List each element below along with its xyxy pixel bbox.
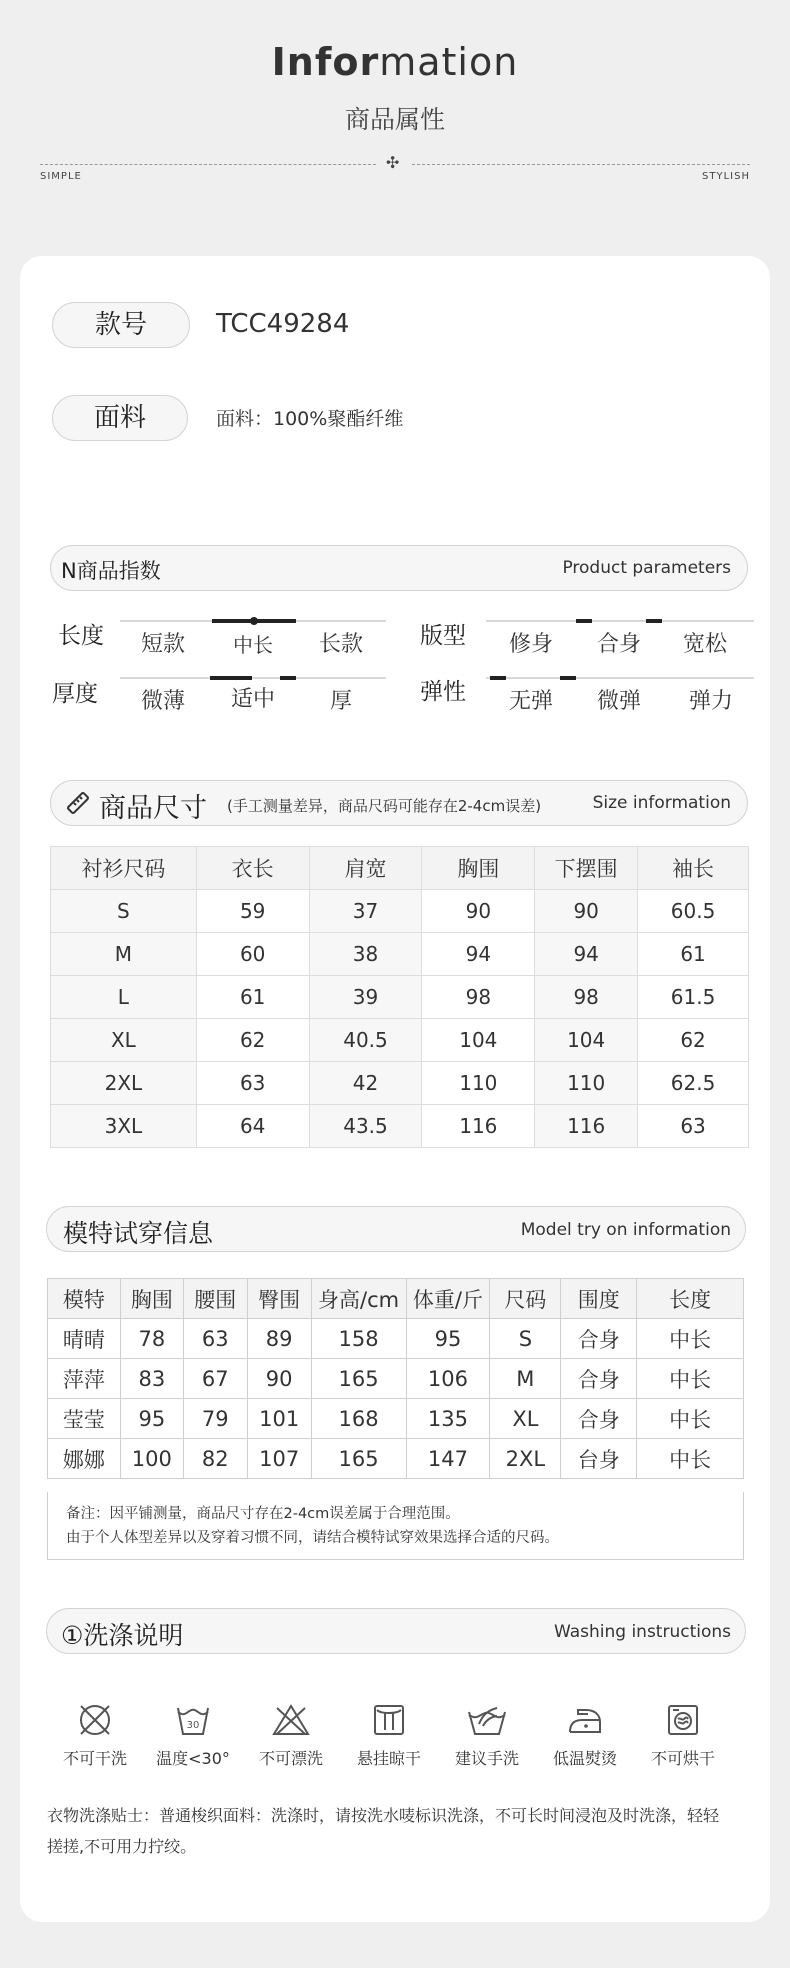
size-cell: 116	[422, 1105, 535, 1148]
model-cell: 萍萍	[48, 1359, 121, 1399]
param-length-opt-2: 中长	[233, 633, 273, 657]
size-cell: 62	[638, 1019, 749, 1062]
size-cell: 43.5	[309, 1105, 422, 1148]
hand-wash-icon	[465, 1700, 509, 1740]
size-title-en: Size information	[592, 793, 731, 813]
size-cell: 61.5	[638, 976, 749, 1019]
size-cell: 63	[196, 1062, 309, 1105]
size-cell: 37	[309, 890, 422, 933]
model-cell: 101	[247, 1399, 311, 1439]
param-thickness-label: 厚度	[52, 681, 98, 707]
model-cell: 95	[406, 1319, 490, 1359]
wash-30-icon	[173, 1700, 213, 1740]
model-cell: 79	[183, 1399, 247, 1439]
style-no-pill	[52, 302, 190, 348]
size-note: (手工测量差异，商品尺码可能存在2-4cm误差)	[227, 797, 542, 815]
washing-title: ①洗涤说明	[61, 1621, 184, 1650]
low-iron-icon	[564, 1700, 606, 1740]
wash-label-5: 建议手洗	[454, 1749, 519, 1768]
param-elastic-label: 弹性	[420, 679, 466, 705]
model-note-line-1: 备注：因平铺测量，商品尺寸存在2-4cm误差属于合理范围。	[66, 1506, 460, 1522]
size-row	[51, 976, 749, 1019]
header-divider-right	[412, 164, 750, 165]
no-dry-clean-icon	[75, 1700, 115, 1740]
size-cell: 40.5	[309, 1019, 422, 1062]
size-row	[51, 1062, 749, 1105]
size-cell: 90	[535, 890, 638, 933]
model-cell: 67	[183, 1359, 247, 1399]
size-cell: 38	[309, 933, 422, 976]
param-thickness-opt-1: 微薄	[140, 689, 185, 714]
param-fit-scale	[486, 620, 754, 622]
size-cell: 63	[638, 1105, 749, 1148]
model-row	[48, 1359, 744, 1399]
param-length-marker	[250, 617, 258, 625]
model-cell: 158	[311, 1319, 406, 1359]
page-title	[0, 40, 790, 84]
model-cell: 63	[183, 1319, 247, 1359]
ruler-icon	[65, 790, 91, 820]
size-cell: 3XL	[51, 1105, 197, 1148]
size-cell: 98	[535, 976, 638, 1019]
params-title: N商品指数	[61, 559, 161, 583]
wash-label-3: 不可漂洗	[258, 1749, 323, 1768]
size-bar	[50, 780, 748, 826]
no-bleach-icon	[271, 1700, 311, 1740]
wash-item-low-iron	[537, 1700, 633, 1769]
size-cell: 104	[422, 1019, 535, 1062]
title-bold: Infor	[271, 40, 380, 84]
model-header-cell: 腰围	[183, 1279, 247, 1319]
params-title-en: Product parameters	[562, 558, 731, 578]
model-header-cell: 尺码	[490, 1279, 561, 1319]
size-header-cell: 肩宽	[309, 847, 422, 890]
size-cell: 90	[422, 890, 535, 933]
size-cell: 62	[196, 1019, 309, 1062]
style-no-label: 款号	[94, 310, 147, 340]
fabric-pill	[52, 395, 188, 441]
fabric-value: 面料：100%聚酯纤维	[216, 408, 404, 430]
tag-stylish: STYLISH	[702, 171, 750, 182]
model-cell: 165	[311, 1439, 406, 1479]
wash-item-no-tumble-dry	[635, 1700, 731, 1769]
model-cell: 100	[120, 1439, 183, 1479]
model-header-cell: 胸围	[120, 1279, 183, 1319]
model-cell: 147	[406, 1439, 490, 1479]
size-cell: 2XL	[51, 1062, 197, 1105]
param-fit-tick-right	[646, 619, 662, 623]
param-fit-opt-2: 合身	[596, 632, 641, 657]
size-cell: 94	[535, 933, 638, 976]
model-title: 模特试穿信息	[63, 1219, 214, 1248]
wash-item-hang-dry	[341, 1700, 437, 1769]
header-divider-left	[40, 164, 376, 165]
size-row	[51, 1019, 749, 1062]
size-title: 商品尺寸	[99, 793, 207, 824]
model-cell: XL	[490, 1399, 561, 1439]
size-header-cell: 袖长	[638, 847, 749, 890]
size-cell: 60.5	[638, 890, 749, 933]
size-row	[51, 1105, 749, 1148]
model-cell: 168	[311, 1399, 406, 1439]
size-cell: 61	[196, 976, 309, 1019]
size-cell: 116	[535, 1105, 638, 1148]
model-cell: 中长	[637, 1399, 744, 1439]
wash-item-no-dry-clean	[47, 1700, 143, 1769]
wash-label-7: 不可烘干	[650, 1749, 715, 1768]
size-cell: 60	[196, 933, 309, 976]
param-length-opt-3: 长款	[318, 632, 363, 657]
model-note-line-2: 由于个人体型差异以及穿着习惯不同，请结合模特试穿效果选择合适的尺码。	[66, 1530, 559, 1546]
washing-tips-line-2: 搓搓,不可用力拧绞。	[47, 1837, 197, 1856]
param-thickness-scale	[120, 677, 386, 679]
size-cell: L	[51, 976, 197, 1019]
washing-title-en: Washing instructions	[553, 1622, 731, 1642]
model-cell: 106	[406, 1359, 490, 1399]
model-header-cell: 围度	[561, 1279, 637, 1319]
param-elastic-tick-left	[490, 676, 506, 680]
model-cell: 89	[247, 1319, 311, 1359]
size-cell: 59	[196, 890, 309, 933]
param-thickness-tick-left	[210, 676, 252, 680]
param-elastic-opt-2: 微弹	[596, 689, 641, 714]
model-cell: 晴晴	[48, 1319, 121, 1359]
size-cell: 61	[638, 933, 749, 976]
size-header-cell: 衣长	[196, 847, 309, 890]
param-thickness-tick-right	[280, 676, 296, 680]
param-elastic-scale	[486, 677, 754, 679]
params-bar	[50, 545, 748, 591]
washing-tips-line-1: 衣物洗涤贴士：普通梭织面料：洗涤时，请按洗水唛标识洗涤，不可长时间浸泡及时洗涤，轻轻	[47, 1806, 720, 1825]
size-row	[51, 933, 749, 976]
model-header-cell: 体重/斤	[406, 1279, 490, 1319]
wash-label-4: 悬挂晾干	[356, 1749, 421, 1768]
param-fit-label: 版型	[420, 623, 466, 649]
param-length-opt-1: 短款	[140, 632, 185, 657]
size-table	[50, 846, 749, 1148]
size-cell: 64	[196, 1105, 309, 1148]
model-note	[47, 1492, 744, 1560]
model-cell: 娜娜	[48, 1439, 121, 1479]
model-header-cell: 臀围	[247, 1279, 311, 1319]
param-fit-opt-1: 修身	[508, 632, 553, 657]
size-header-cell: 下摆围	[535, 847, 638, 890]
fabric-label: 面料	[93, 403, 146, 433]
model-header-cell: 身高/cm	[311, 1279, 406, 1319]
title-light: mation	[379, 40, 519, 84]
param-elastic-opt-1: 无弹	[508, 689, 553, 714]
size-cell: 98	[422, 976, 535, 1019]
model-cell: 台身	[561, 1439, 637, 1479]
model-cell: 82	[183, 1439, 247, 1479]
size-header-cell: 衬衫尺码	[51, 847, 197, 890]
param-elastic-tick-right	[560, 676, 576, 680]
washing-bar	[46, 1608, 746, 1654]
size-cell: 42	[309, 1062, 422, 1105]
param-thickness-opt-3: 厚	[329, 689, 352, 714]
model-cell: S	[490, 1319, 561, 1359]
size-cell: 62.5	[638, 1062, 749, 1105]
model-cell: 135	[406, 1399, 490, 1439]
size-cell: XL	[51, 1019, 197, 1062]
model-cell: 83	[120, 1359, 183, 1399]
tag-simple: SIMPLE	[40, 171, 82, 182]
model-cell: 95	[120, 1399, 183, 1439]
wash-item-no-bleach	[243, 1700, 339, 1769]
model-row	[48, 1439, 744, 1479]
wash-label-1: 不可干洗	[62, 1749, 127, 1768]
model-title-en: Model try on information	[520, 1220, 731, 1240]
model-row	[48, 1319, 744, 1359]
size-cell: 104	[535, 1019, 638, 1062]
size-cell: 110	[422, 1062, 535, 1105]
model-cell: M	[490, 1359, 561, 1399]
model-cell: 合身	[561, 1399, 637, 1439]
model-bar	[46, 1206, 746, 1252]
divider-ornament-icon: ✣	[386, 153, 400, 172]
hang-dry-icon	[369, 1700, 409, 1740]
model-cell: 165	[311, 1359, 406, 1399]
size-cell: 94	[422, 933, 535, 976]
param-fit-opt-3: 宽松	[682, 632, 727, 657]
param-elastic-opt-3: 弹力	[688, 689, 733, 714]
model-cell: 78	[120, 1319, 183, 1359]
model-cell: 90	[247, 1359, 311, 1399]
style-no-value: TCC49284	[216, 309, 350, 339]
model-cell: 合身	[561, 1319, 637, 1359]
model-table	[47, 1278, 744, 1479]
wash-30-number: 30	[186, 1720, 200, 1731]
param-length-label: 长度	[58, 623, 104, 649]
page-subtitle: 商品属性	[344, 105, 445, 134]
size-cell: 110	[535, 1062, 638, 1105]
size-cell: 39	[309, 976, 422, 1019]
model-cell: 2XL	[490, 1439, 561, 1479]
param-fit-tick-left	[576, 619, 592, 623]
wash-item-temperature	[145, 1700, 241, 1769]
size-cell: S	[51, 890, 197, 933]
no-tumble-dry-icon	[663, 1700, 703, 1740]
wash-label-6: 低温熨烫	[552, 1749, 617, 1768]
size-row	[51, 890, 749, 933]
wash-label-2: 温度<30°	[156, 1749, 230, 1768]
model-cell: 中长	[637, 1319, 744, 1359]
model-cell: 中长	[637, 1439, 744, 1479]
model-cell: 莹莹	[48, 1399, 121, 1439]
model-cell: 107	[247, 1439, 311, 1479]
model-cell: 中长	[637, 1359, 744, 1399]
param-thickness-opt-2: 适中	[230, 687, 275, 712]
size-header-cell: 胸围	[422, 847, 535, 890]
model-row	[48, 1399, 744, 1439]
model-header-cell: 模特	[48, 1279, 121, 1319]
size-cell: M	[51, 933, 197, 976]
wash-item-hand-wash	[439, 1700, 535, 1769]
model-cell: 合身	[561, 1359, 637, 1399]
model-header-cell: 长度	[637, 1279, 744, 1319]
washing-tips	[47, 1800, 747, 1862]
